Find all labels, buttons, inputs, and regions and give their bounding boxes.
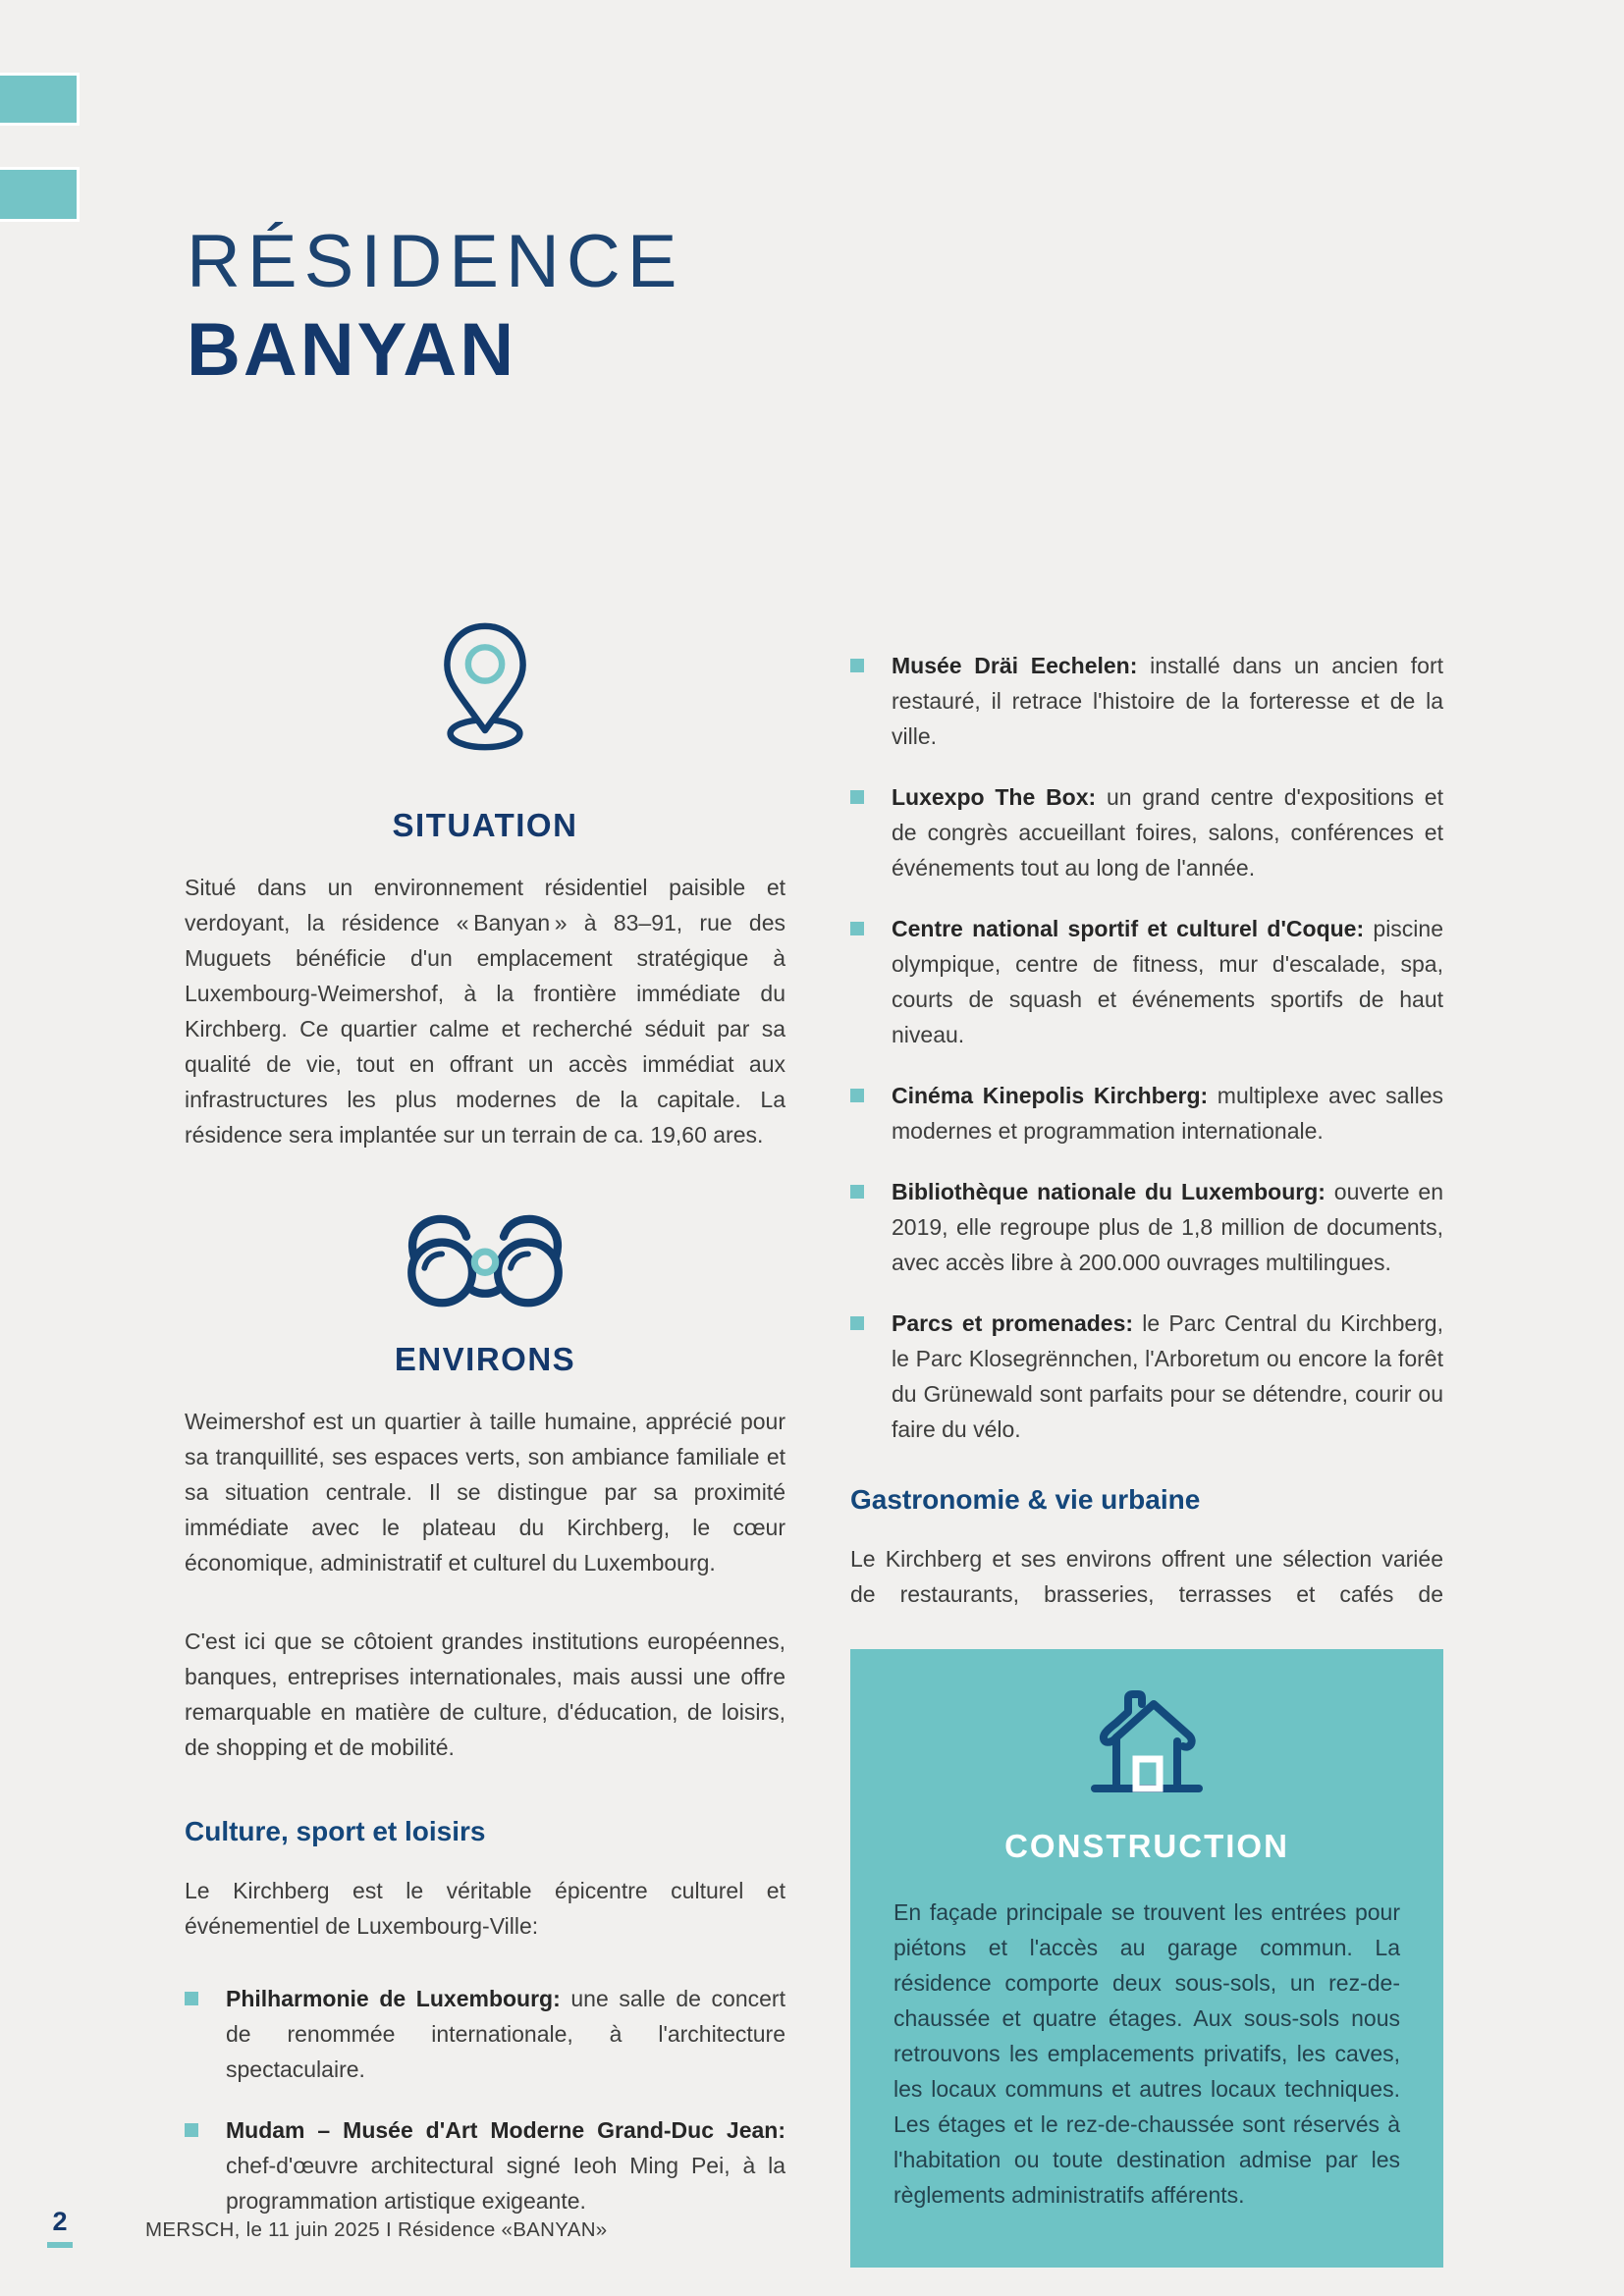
list-item xyxy=(185,1981,785,2087)
culture-bullet-list xyxy=(185,1981,785,2218)
bullet-square-icon xyxy=(850,1089,864,1102)
bullet-square-icon xyxy=(850,1185,864,1199)
list-item xyxy=(850,1174,1443,1280)
bullet-square-icon xyxy=(850,790,864,804)
culture-intro: Le Kirchberg est le véritable épicentre culturel et événementiel de Luxembourg-Ville: xyxy=(185,1878,785,1939)
binoculars-icon xyxy=(398,1207,572,1224)
situation-heading: SITUATION xyxy=(392,807,578,843)
situation-paragraph: Situé dans un environnement résidentiel paisible et verdoyant, la résidence « Banyan » à 83–91, rue des Muguets bénéficie d'un emplacement stratégique à Luxembourg-Weimershof, à la frontière immédiate du Kirchberg. Ce quartier calme et recherché séduit par sa qualité de vie, tout en offrant un accès immédiat aux infrastructures les plus modernes de la capitale. La résidence sera implantée sur un terrain de ca. 19,60 ares. xyxy=(185,875,785,1148)
list-item xyxy=(850,911,1443,1052)
gastronomie-paragraph: Le Kirchberg et ses environs offrent une sélection variée de restaurants, brasseries, terrasses et cafés de xyxy=(850,1546,1443,1607)
list-item xyxy=(850,1306,1443,1447)
environs-paragraph-2: C'est ici que se côtoient grandes institutions européennes, banques, entreprises internationales, mais aussi une offre remarquable en matière de culture, d'éducation, de loisirs, de shopping et de mobilité. xyxy=(185,1629,785,1760)
bullet-lead: Parcs et promenades: xyxy=(892,1310,1134,1336)
construction-icon-wrap xyxy=(893,1682,1400,1806)
corner-accent-bar-top xyxy=(0,76,77,123)
left-column xyxy=(185,607,785,2244)
house-icon xyxy=(1073,1682,1220,1699)
title-line-banyan: BANYAN xyxy=(187,308,517,392)
bullet-lead: Musée Dräi Eechelen: xyxy=(892,653,1138,678)
poi-bullet-list xyxy=(850,648,1443,1447)
bullet-text: ouverte en 2019, elle regroupe plus de 1,8 million de documents, avec accès libre à 200.000 ouvrages multilingues. xyxy=(892,1179,1443,1275)
bullet-text: le Parc Central du Kirchberg, le Parc Klosegrënnchen, l'Arboretum ou encore la forêt du Grünewald sont parfaits pour se détendre, courir ou faire du vélo. xyxy=(892,1310,1443,1442)
page-title xyxy=(187,218,683,395)
bullet-square-icon xyxy=(185,2123,198,2137)
title-line-residence: RÉSIDENCE xyxy=(187,220,684,303)
construction-paragraph: En façade principale se trouvent les entrées pour piétons et l'accès au garage commun. La résidence comporte deux sous-sols, un rez-de-chaussée et quatre étages. Aux sous-sols nous retrouvons les emplacements privatifs, les caves, les locaux communs et autres locaux techniques. Les étages et le rez-de-chaussée sont réservés à l'habitation ou toute destination admise par les règlements administratifs afférents. xyxy=(893,1899,1400,2208)
page-number xyxy=(47,2207,73,2248)
bullet-text: installé dans un ancien fort restauré, il retrace l'histoire de la forteresse et de la ville. xyxy=(892,653,1444,749)
list-item xyxy=(850,779,1443,885)
right-column xyxy=(850,648,1443,2268)
list-item xyxy=(850,648,1443,754)
culture-heading: Culture, sport et loisirs xyxy=(185,1816,486,1846)
bullet-square-icon xyxy=(850,922,864,935)
bullet-square-icon xyxy=(850,659,864,672)
bullet-lead: Mudam – Musée d'Art Moderne Grand-Duc Jean: xyxy=(226,2117,785,2143)
page-number-value: 2 xyxy=(52,2207,68,2236)
list-item xyxy=(850,1078,1443,1148)
environs-icon-wrap xyxy=(185,1207,785,1308)
bullet-text: piscine olympique, centre de fitness, mur d'escalade, spa, courts de squash et événements sportifs de haut niveau. xyxy=(892,916,1443,1047)
bullet-text: chef-d'œuvre architectural signé Ieoh Ming Pei, à la programmation artistique exigeante. xyxy=(226,2153,785,2214)
bullet-text: multiplexe avec salles modernes et programmation internationale. xyxy=(892,1083,1443,1144)
bullet-lead: Luxexpo The Box: xyxy=(892,784,1097,810)
bullet-square-icon xyxy=(185,1992,198,2005)
list-item xyxy=(185,2112,785,2218)
situation-icon-wrap xyxy=(185,607,785,766)
bullet-text: un grand centre d'expositions et de congrès accueillant foires, salons, conférences et événements tout au long de l'année. xyxy=(892,784,1443,881)
map-pin-icon xyxy=(427,607,543,623)
construction-box xyxy=(850,1649,1443,2268)
bullet-text: une salle de concert de renommée internationale, à l'architecture spectaculaire. xyxy=(226,1986,785,2082)
bullet-lead: Cinéma Kinepolis Kirchberg: xyxy=(892,1083,1209,1108)
bullet-lead: Bibliothèque nationale du Luxembourg: xyxy=(892,1179,1326,1204)
environs-heading: ENVIRONS xyxy=(394,1341,576,1377)
bullet-lead: Philharmonie de Luxembourg: xyxy=(226,1986,561,2011)
construction-heading: CONSTRUCTION xyxy=(1004,1828,1289,1864)
bullet-square-icon xyxy=(850,1316,864,1330)
bullet-lead: Centre national sportif et culturel d'Coque: xyxy=(892,916,1365,941)
corner-accent-bar-bottom xyxy=(0,170,77,219)
gastronomie-heading: Gastronomie & vie urbaine xyxy=(850,1484,1201,1515)
footer-text: MERSCH, le 11 juin 2025 I Résidence «BANYAN» xyxy=(145,2218,608,2241)
page-number-underline xyxy=(47,2242,73,2248)
environs-paragraph-1: Weimershof est un quartier à taille humaine, apprécié pour sa tranquillité, ses espaces verts, son ambiance familiale et sa situation centrale. Il se distingue par sa proximité immédiate avec le plateau du Kirchberg, le cœur économique, administratif et culturel du Luxembourg. xyxy=(185,1409,785,1575)
